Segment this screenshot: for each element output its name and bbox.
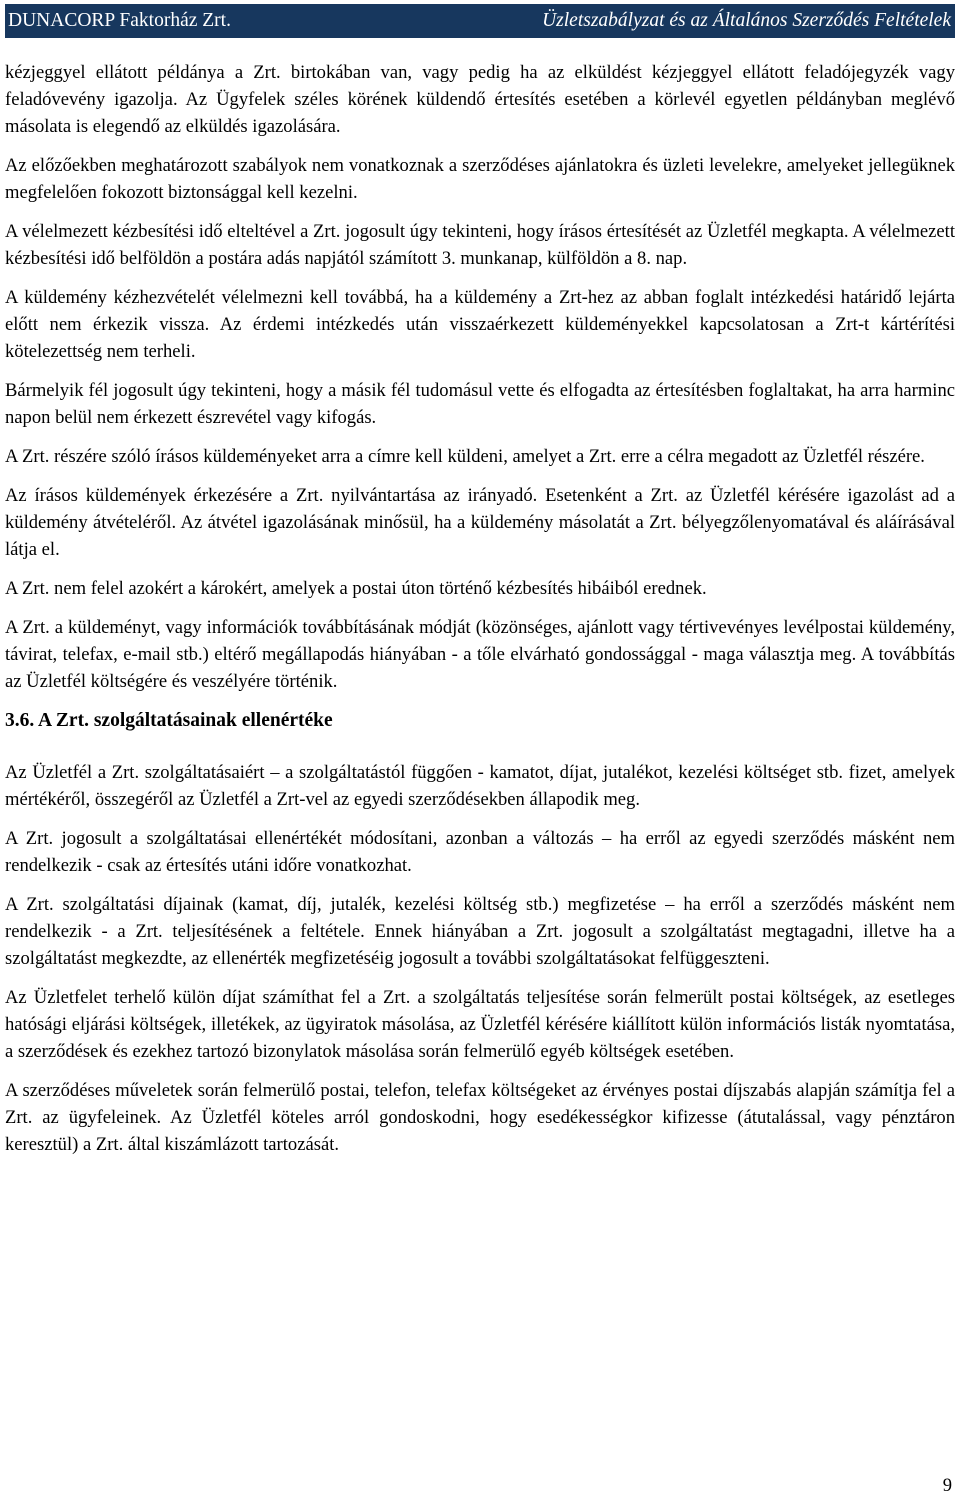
body-paragraph: A küldemény kézhezvételét vélelmezni kell továbbá, ha a küldemény a Zrt-hez az abban foglalt intézkedési határidő lejárta előtt nem érkezik vissza. Az érdemi intézkedés után visszaérkezett küldeményekkel kapcsolatosan a Zrt-t kártérítési kötelezettség nem terheli. [5,287,955,362]
body-paragraph: A Zrt. részére szóló írásos küldeményeket arra a címre kell küldeni, amelyet a Zrt. erre a célra megadott az Üzletfél részére. [5,446,925,467]
section-paragraph: A Zrt. jogosult a szolgáltatásai ellenértékét módosítani, azonban a változás – ha erről az egyedi szerződés másként nem rendelkezik - csak az értesítés utáni időre vonatkozhat. [5,828,955,876]
section-paragraph: Az Üzletfél a Zrt. szolgáltatásaiért – a szolgáltatástól függően - kamatot, díjat, jutalékot, kezelési költséget stb. fizet, amelyek mértékéről, összegéről az Üzletfél a Zrt-vel az egyedi szerződésekben állapodik meg. [5,762,955,810]
section-paragraph: A Zrt. szolgáltatási díjainak (kamat, díj, jutalék, kezelési költség stb.) megfizetése – ha erről a szerződés másként nem rendelkezik - a Zrt. teljesítésének a feltétele. Ennek hiányában a Zrt. jogosult a szolgáltatást megtagadni, illetve ha a szolgáltatást megkezdte, az ellenérték megfizetéséig jogosult a további szolgáltatásokat felfüggeszteni. [5,894,955,969]
body-paragraph: Az írásos küldemények érkezésére a Zrt. nyilvántartása az irányadó. Esetenként a Zrt. az Üzletfél kérésére igazolást ad a küldemény átvételéről. Az átvétel igazolásának minősül, ha a küldemény másolatát a Zrt. bélyegzőlenyomatával és aláírásával látja el. [5,485,955,560]
body-paragraph: A Zrt. nem felel azokért a károkért, amelyek a postai úton történő kézbesítés hibáiból erednek. [5,578,707,599]
header-document-title: Üzletszabályzat és az Általános Szerződés Feltételek [542,10,951,31]
section-heading: 3.6. A Zrt. szolgáltatásainak ellenértéke [5,710,333,731]
body-paragraph: Az előzőekben meghatározott szabályok nem vonatkoznak a szerződéses ajánlatokra és üzleti levelekre, amelyeket jellegüknek megfelelően fokozott biztonsággal kell kezelni. [5,155,955,203]
body-paragraph: A Zrt. a küldeményt, vagy információk továbbításának módját (közönséges, ajánlott vagy tértivevényes levélpostai küldemény, távirat, telefax, e-mail stb.) eltérő megállapodás hiányában - a tőle elvárható gondossággal - maga választja meg. A továbbítás az Üzletfél költségére és veszélyére történik. [5,617,955,692]
body-paragraph: A vélelmezett kézbesítési idő elteltével a Zrt. jogosult úgy tekinteni, hogy írásos értesítését az Üzletfél megkapta. A vélelmezett kézbesítési idő belföldön a postára adás napjától számított 3. munkanap, külföldön a 8. nap. [5,221,955,269]
section-paragraph: A szerződéses műveletek során felmerülő postai, telefon, telefax költségeket az érvényes postai díjszabás alapján számítja fel a Zrt. az ügyfeleinek. Az Üzletfél köteles arról gondoskodni, hogy esedékességkor kifizesse (átutalással, vagy pénztáron keresztül) a Zrt. által kiszámlázott tartozását. [5,1080,955,1155]
page-body [5,59,955,1170]
body-paragraph: kézjeggyel ellátott példánya a Zrt. birtokában van, vagy pedig ha az elküldést kézjeggyel ellátott feladójegyzék vagy feladóvevény igazolja. Az Ügyfelek széles körének küldendő értesítés esetében a körlevél egyetlen példányban meglévő másolata is elegendő az elküldés igazolására. [5,62,955,137]
section-paragraph: Az Üzletfelet terhelő külön díjat számíthat fel a Zrt. a szolgáltatás teljesítése során felmerült postai költségek, az esetleges hatósági eljárási költségek, illetékek, az ügyiratok másolása, az Üzletfél kérésére kiállított külön információs listák nyomtatása, a szerződések és ezekhez tartozó bizonylatok másolása során felmerülő egyéb költségek esetében. [5,987,955,1062]
page-header [5,4,955,38]
body-paragraph: Bármelyik fél jogosult úgy tekinteni, hogy a másik fél tudomásul vette és elfogadta az értesítésben foglaltakat, ha arra harminc napon belül nem érkezett észrevétel vagy kifogás. [5,380,955,428]
page-number: 9 [942,1475,952,1496]
header-company-name: DUNACORP Faktorház Zrt. [8,10,231,31]
